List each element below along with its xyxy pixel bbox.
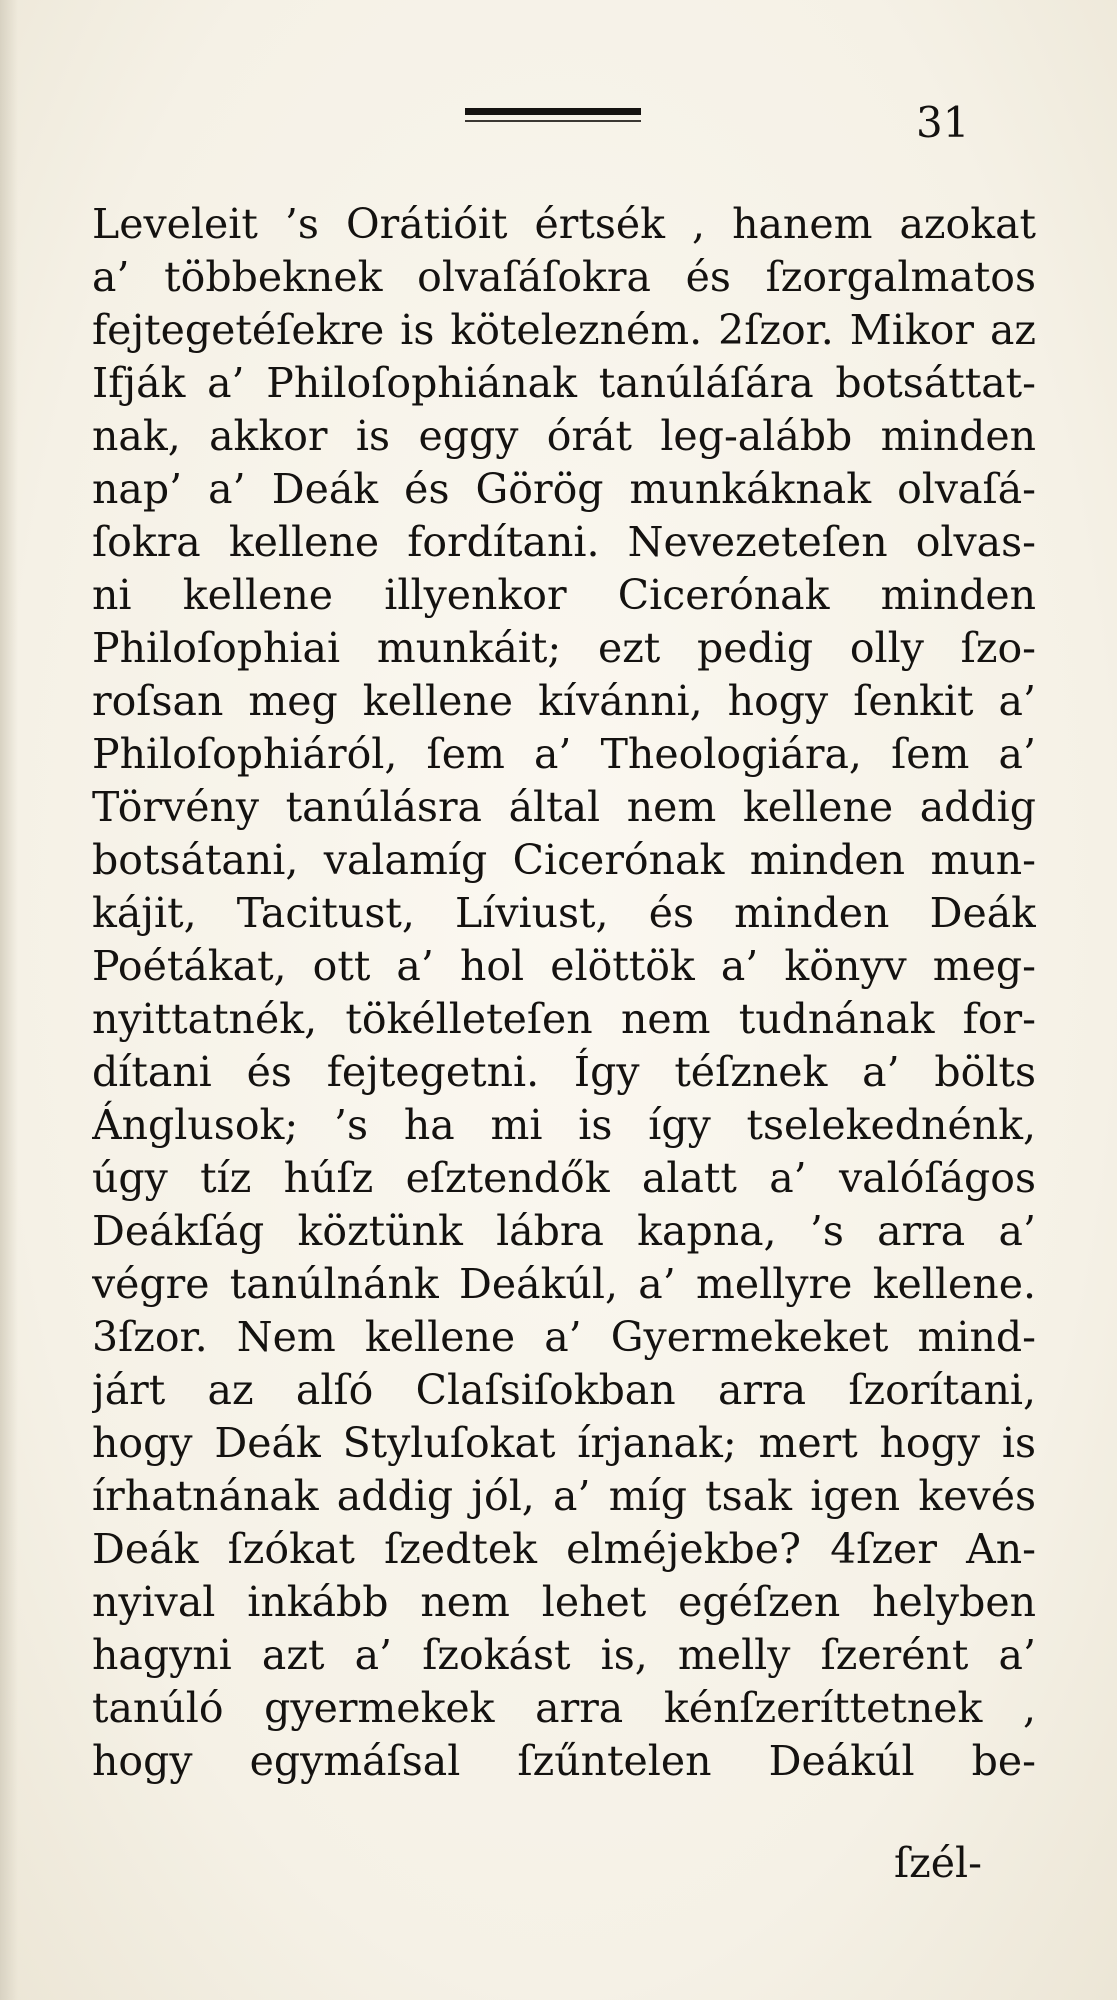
catchword: ſzél- [894,1839,983,1887]
text-line: Deák ſzókat ſzedtek elméjekbe? 4ſzer An- [92,1525,1036,1573]
text-line: hagyni azt a’ ſzokást is, melly ſzerént a’ [92,1631,1036,1679]
text-line: Philoſophiáról, ſem a’ Theologiára, ſem a’ [92,730,1036,778]
text-line: Leveleit ’s Orátióit értsék , hanem azokat [92,200,1036,248]
text-line: Philoſophiai munkáit; ezt pedig olly ſzo- [92,624,1036,672]
text-line: Törvény tanúlásra által nem kellene addig [92,783,1036,831]
text-line: roſsan meg kellene kívánni, hogy ſenkit a’ [92,677,1036,725]
text-line: nak, akkor is eggy órát leg-alább minden [92,412,1036,460]
text-line: nyittatnék, tökélleteſen nem tudnának for- [92,995,1036,1043]
header-rule-thin [465,120,641,122]
text-line: nyival inkább nem lehet egéſzen helyben [92,1578,1036,1626]
text-line: Ifják a’ Philoſophiának tanúláſára botsáttat- [92,359,1036,407]
text-line: a’ többeknek olvaſáſokra és ſzorgalmatos [92,253,1036,301]
text-line: végre tanúlnánk Deákúl, a’ mellyre kellene. [92,1260,1036,1308]
text-line: kájit, Tacitust, Líviust, és minden Deák [92,889,1036,937]
text-line: ni kellene illyenkor Cicerónak minden [92,571,1036,619]
text-line: ſokra kellene fordítani. Nevezeteſen olvas- [92,518,1036,566]
page-edge-shadow [0,0,18,2000]
text-line: botsátani, valamíg Cicerónak minden mun- [92,836,1036,884]
text-line: 3ſzor. Nem kellene a’ Gyermekeket mind- [92,1313,1036,1361]
text-line: tanúló gyermekek arra kénſzeríttetnek , [92,1684,1036,1732]
text-line: hogy egymáſsal ſzűntelen Deákúl be- [92,1737,1036,1785]
text-line: úgy tíz húſz eſztendők alatt a’ valóſágos [92,1154,1036,1202]
text-line: fejtegetéſekre is kötelezném. 2ſzor. Mikor az [92,306,1036,354]
text-line: Ánglusok; ’s ha mi is így tselekednénk, [92,1101,1036,1149]
text-line: Poétákat, ott a’ hol elöttök a’ könyv meg- [92,942,1036,990]
text-line: dítani és fejtegetni. Így téſznek a’ bölts [92,1048,1036,1096]
text-line: hogy Deák Styluſokat írjanak; mert hogy is [92,1419,1036,1467]
page-number: 31 [916,98,970,147]
text-line: nap’ a’ Deák és Görög munkáknak olvaſá- [92,465,1036,513]
text-line: Deákſág köztünk lábra kapna, ’s arra a’ [92,1207,1036,1255]
text-line: járt az alſó Claſsiſokban arra ſzorítani, [92,1366,1036,1414]
header-rule [465,108,641,115]
text-line: írhatnának addig jól, a’ míg tsak igen kevés [92,1472,1036,1520]
body-text [92,198,1036,1788]
